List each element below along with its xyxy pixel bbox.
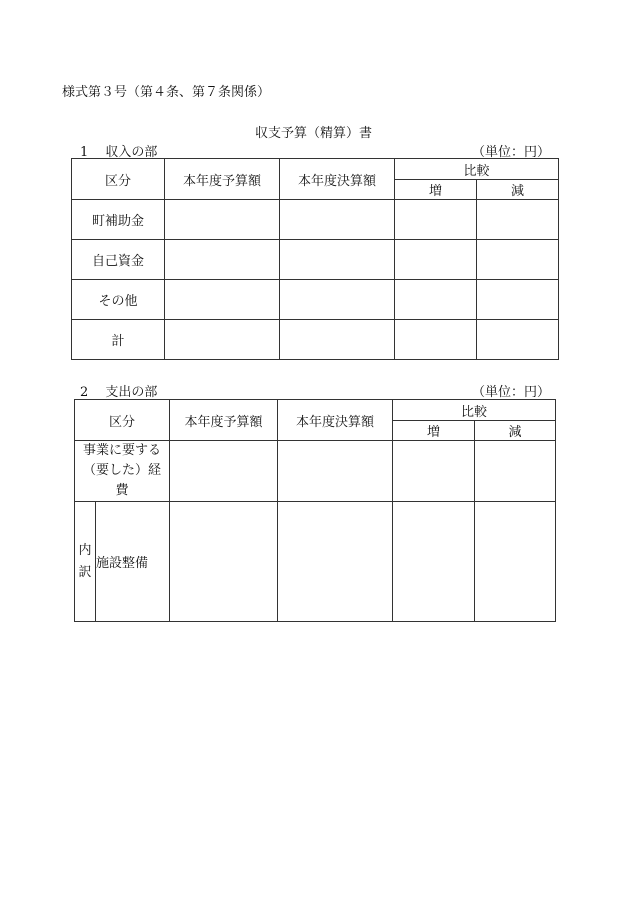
- expense-settlement-cell[interactable]: [278, 441, 393, 502]
- income-budget-cell[interactable]: [165, 240, 280, 280]
- income-header-increase: 増: [395, 180, 477, 200]
- income-budget-cell[interactable]: [165, 200, 280, 240]
- income-row-label: 自己資金: [72, 240, 165, 280]
- form-number: 様式第３号（第４条、第７条関係）: [62, 85, 271, 100]
- expense-increase-cell[interactable]: [393, 441, 475, 502]
- expense-unit-label: （単位：円）: [472, 385, 551, 400]
- income-decrease-cell[interactable]: [477, 320, 559, 360]
- income-budget-cell[interactable]: [165, 280, 280, 320]
- income-increase-cell[interactable]: [395, 280, 477, 320]
- expense-header-increase: 増: [393, 421, 475, 441]
- breakdown-increase-cell[interactable]: [393, 502, 475, 622]
- expense-decrease-cell[interactable]: [475, 441, 556, 502]
- income-settlement-cell[interactable]: [280, 280, 395, 320]
- breakdown-decrease-cell[interactable]: [475, 502, 556, 622]
- expense-header-comparison: 比較: [393, 400, 556, 421]
- project-cost-label: 事業に要する（要した）経費: [75, 441, 170, 502]
- income-settlement-cell[interactable]: [280, 320, 395, 360]
- table-row: [72, 280, 559, 320]
- income-budget-cell[interactable]: [165, 320, 280, 360]
- expense-header-decrease: 減: [475, 421, 556, 441]
- expense-header-settlement: 本年度決算額: [278, 400, 393, 441]
- income-section-heading: 1 収入の部: [80, 145, 158, 160]
- table-row: [75, 502, 556, 622]
- breakdown-settlement-cell[interactable]: [278, 502, 393, 622]
- income-row-label: その他: [72, 280, 165, 320]
- income-header-decrease: 減: [477, 180, 559, 200]
- income-decrease-cell[interactable]: [477, 280, 559, 320]
- expense-header-category: 区分: [75, 400, 170, 441]
- income-table: [71, 158, 559, 360]
- expense-header-budget: 本年度予算額: [170, 400, 278, 441]
- income-row-label: 町補助金: [72, 200, 165, 240]
- income-header-comparison: 比較: [395, 159, 559, 180]
- table-row: [72, 320, 559, 360]
- expense-budget-cell[interactable]: [170, 441, 278, 502]
- table-row: [72, 240, 559, 280]
- income-decrease-cell[interactable]: [477, 240, 559, 280]
- breakdown-label: 内訳: [75, 502, 96, 622]
- income-increase-cell[interactable]: [395, 320, 477, 360]
- table-row: [75, 441, 556, 502]
- income-decrease-cell[interactable]: [477, 200, 559, 240]
- income-unit-label: （単位：円）: [472, 145, 551, 160]
- income-header-category: 区分: [72, 159, 165, 200]
- income-header-settlement: 本年度決算額: [280, 159, 395, 200]
- income-settlement-cell[interactable]: [280, 240, 395, 280]
- breakdown-item-label: 施設整備: [96, 502, 170, 622]
- document-title: 収支予算（精算）書: [255, 126, 373, 141]
- income-row-label: 計: [72, 320, 165, 360]
- income-header-budget: 本年度予算額: [165, 159, 280, 200]
- expense-table: [74, 399, 556, 622]
- table-row: [72, 200, 559, 240]
- income-settlement-cell[interactable]: [280, 200, 395, 240]
- expense-section-heading: 2 支出の部: [80, 385, 158, 400]
- income-increase-cell[interactable]: [395, 240, 477, 280]
- income-increase-cell[interactable]: [395, 200, 477, 240]
- breakdown-budget-cell[interactable]: [170, 502, 278, 622]
